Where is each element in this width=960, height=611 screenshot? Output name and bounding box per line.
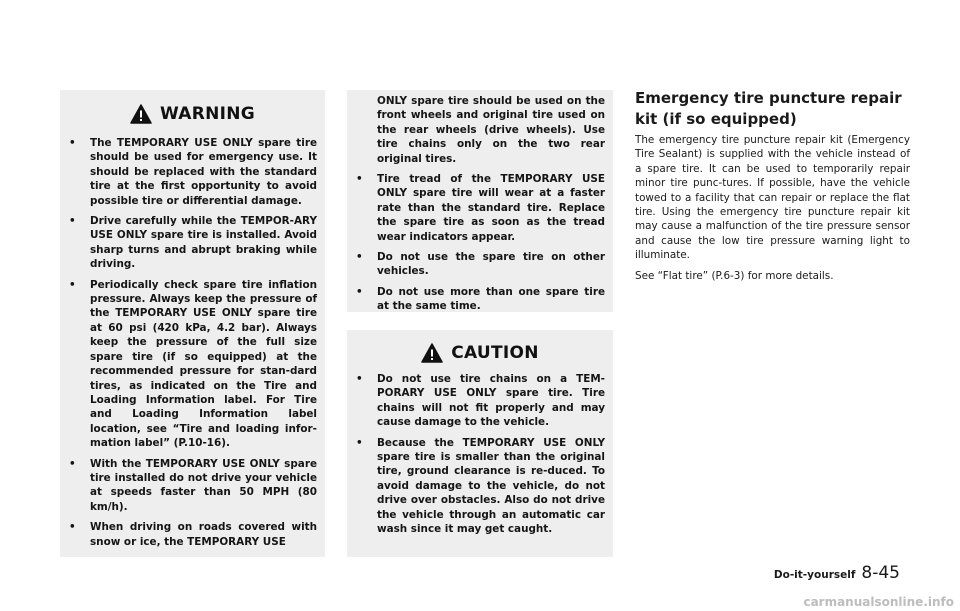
warning-item-continued: ONLY spare tire should be used on the front wheels and original tire used on the rear wheels (drive wheels). Use tire chains only on the two rear original tires. [377, 95, 605, 165]
right-column [635, 88, 910, 289]
warning-heading [60, 90, 325, 134]
bullet: • [356, 436, 363, 449]
footer-section-name: Do-it-yourself [773, 569, 856, 581]
warning-item: • The TEMPORARY USE ONLY spare tire should be used for emergency use. It should be replaced with the standard tire at the first opportunity to avoid possible tire or differential damage. [69, 137, 317, 207]
caution-item: • Do not use tire chains on a TEM-PORARY USE ONLY spare tire. Tire chains will not fit properly and may cause damage to the vehicle. [356, 373, 605, 429]
section-title: Emergency tire puncture repair kit (if so equipped) [635, 89, 902, 128]
bullet: • [356, 173, 363, 186]
warning-item: • When driving on roads covered with snow or ice, the TEMPORARY USE [69, 521, 317, 548]
warning-list [60, 134, 325, 549]
bullet: • [356, 373, 363, 385]
section-paragraph: The emergency tire puncture repair kit (Emergency Tire Sealant) is supplied with the vehicle instead of a spare tire. It can be used to temporarily repair minor tire punc-tures. If possible, have the vehicle towed to a facility that can repair or replace the flat tire. Using the emergency tire puncture repair kit may cause a malfunction of the tire pressure sensor and cause the low tire pressure warning light to illuminate. [635, 134, 910, 262]
caution-heading [347, 330, 613, 372]
cross-reference: See “Flat tire” (P.6-3) for more details. [635, 269, 834, 282]
bullet: • [69, 215, 76, 228]
warning-triangle-icon [130, 104, 152, 124]
bullet: • [356, 251, 363, 264]
bullet: • [69, 521, 76, 534]
warning-continued-list [347, 90, 613, 314]
page-footer [774, 563, 900, 583]
caution-item: • Because the TEMPORARY USE ONLY spare tire is smaller than the original tire, ground clearance is re-duced. To avoid damage to the vehicle, do not drive over obstacles. Also do not drive the vehicle through an automatic car wash since it may get caught. [356, 436, 605, 536]
warning-item: • Drive carefully while the TEMPOR-ARY USE ONLY spare tire is installed. Avoid sharp turns and abrupt braking while driving. [69, 215, 317, 271]
bullet: • [69, 457, 76, 470]
warning-item: • With the TEMPORARY USE ONLY spare tire installed do not drive your vehicle at speeds faster than 50 MPH (80 km/h). [69, 457, 317, 513]
warning-item: • Periodically check spare tire inflation pressure. Always keep the pressure of the TEMPORARY USE ONLY spare tire at 60 psi (420 kPa, 4.2 bar). Always keep the pressure of the full size spare tire (if so equipped) at the recommended pressure for stan-dard tires, as indicated on the Tire and Loading Information label. For Tire and Loading Information label location, see “Tire and loading infor-mation label” (P.10-16). [69, 278, 317, 450]
warning-heading-text: WARNING [159, 104, 256, 124]
warning-item: • Tire tread of the TEMPORARY USE ONLY spare tire will wear at a faster rate than the standard tire. Replace the spare tire as soon as the tread wear indicators appear. [356, 173, 605, 243]
caution-list [347, 372, 613, 536]
warning-item: • Do not use more than one spare tire at the same time. [356, 285, 605, 313]
warning-item: • Do not use the spare tire on other vehicles. [356, 251, 605, 278]
bullet: • [69, 137, 76, 149]
caution-triangle-icon [421, 343, 443, 363]
caution-box [347, 330, 613, 557]
page-number: 8-45 [861, 563, 900, 583]
bullet: • [69, 278, 76, 291]
warning-box [60, 90, 325, 557]
warning-continued-box [347, 90, 613, 312]
caution-heading-text: CAUTION [451, 343, 539, 363]
watermark: carmanualsonline.info [803, 595, 954, 609]
bullet: • [356, 285, 363, 298]
